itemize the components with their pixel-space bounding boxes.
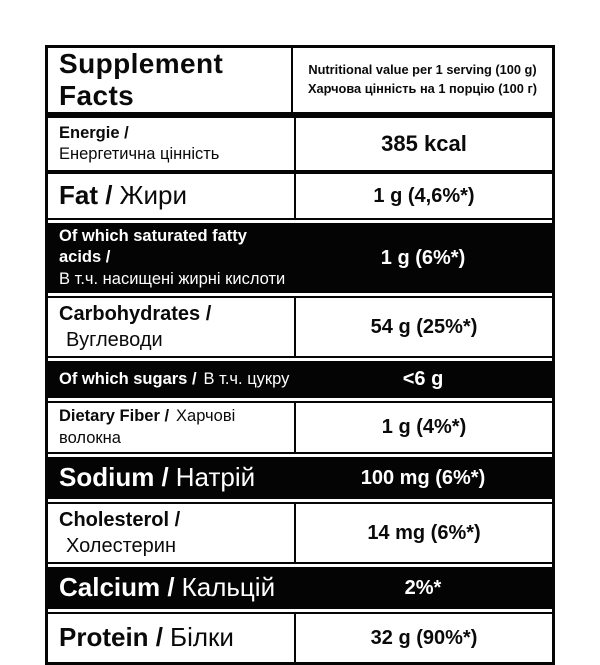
table-row-saturated-fat bbox=[48, 218, 552, 296]
row-label-bold: Dietary Fiber / bbox=[59, 407, 170, 426]
row-value: 1 g (4,6%*) bbox=[294, 174, 552, 218]
row-value: 2%* bbox=[404, 576, 442, 599]
row-label-regular: Холестерин bbox=[66, 535, 176, 558]
table-row-dietary-fiber bbox=[48, 401, 552, 452]
row-label bbox=[48, 504, 294, 562]
table-row-fat bbox=[48, 170, 552, 218]
supplement-facts-table bbox=[45, 45, 555, 665]
row-label-regular: Кальцій bbox=[181, 572, 276, 603]
table-row-energy bbox=[48, 112, 552, 170]
row-value: 1 g (6%*) bbox=[380, 246, 466, 269]
row-label-regular: Енергетична цінність bbox=[59, 145, 220, 163]
row-label-bold: Cholesterol / bbox=[59, 509, 181, 532]
table-header bbox=[48, 48, 552, 112]
row-label bbox=[48, 457, 294, 499]
row-label-regular: Білки bbox=[170, 622, 234, 653]
page-title: Supplement Facts bbox=[59, 48, 224, 111]
table-row-carbohydrates bbox=[48, 296, 552, 356]
row-label bbox=[48, 118, 294, 170]
header-title-cell bbox=[48, 48, 291, 112]
row-label-bold: Of which saturated fatty acids / bbox=[59, 227, 247, 267]
row-value: 54 g (25%*) bbox=[294, 298, 552, 356]
row-label bbox=[48, 361, 294, 398]
header-value-column-title bbox=[291, 48, 552, 112]
table-row-cholesterol bbox=[48, 502, 552, 562]
row-value: 100 mg (6%*) bbox=[360, 466, 486, 489]
value-column-title-ua: Харчова цінність на 1 порцію (100 г) bbox=[307, 81, 538, 96]
row-label-bold: Fat / bbox=[59, 180, 113, 211]
table-row-protein bbox=[48, 612, 552, 662]
row-label-regular: Вуглеводи bbox=[66, 329, 163, 352]
row-label bbox=[48, 174, 294, 218]
row-label bbox=[48, 567, 294, 609]
row-label bbox=[48, 223, 294, 293]
table-row-sodium bbox=[48, 452, 552, 502]
row-label-regular: В т.ч. цукру bbox=[203, 370, 290, 389]
row-label-regular: Жири bbox=[119, 180, 187, 211]
row-label-regular: Харчові волокна bbox=[59, 407, 236, 447]
row-label-bold: Of which sugars / bbox=[59, 370, 197, 389]
row-label-regular: Натрій bbox=[175, 462, 256, 493]
value-column-title-en: Nutritional value per 1 serving (100 g) bbox=[308, 62, 537, 78]
row-label bbox=[48, 298, 294, 356]
row-label bbox=[48, 403, 294, 452]
row-label-bold: Energie / bbox=[59, 123, 129, 142]
row-label bbox=[48, 614, 294, 662]
row-value: 1 g (4%*) bbox=[294, 403, 552, 452]
row-label-bold: Calcium / bbox=[59, 572, 175, 603]
row-value: <6 g bbox=[402, 368, 444, 391]
row-value: 32 g (90%*) bbox=[294, 614, 552, 662]
row-label-bold: Protein / bbox=[59, 622, 164, 653]
row-label-regular: В т.ч. насищені жирні кислоти bbox=[59, 269, 286, 288]
row-label-bold: Sodium / bbox=[59, 462, 169, 493]
row-value: 14 mg (6%*) bbox=[294, 504, 552, 562]
row-value: 385 kcal bbox=[294, 118, 552, 170]
table-row-calcium bbox=[48, 562, 552, 612]
table-row-sugars bbox=[48, 356, 552, 401]
row-label-bold: Carbohydrates / bbox=[59, 303, 212, 326]
